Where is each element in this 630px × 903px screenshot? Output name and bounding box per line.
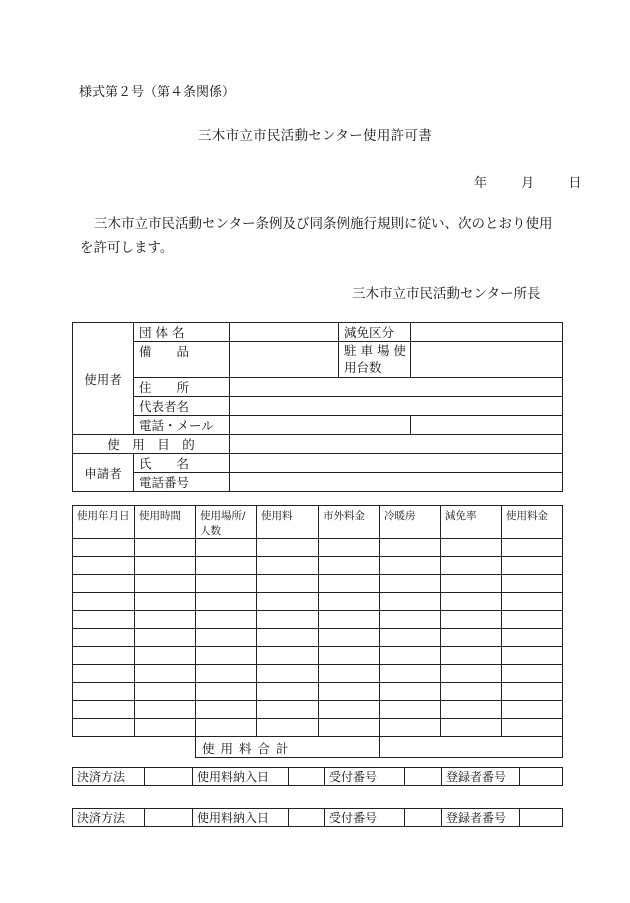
usage-total-row — [73, 737, 563, 758]
usage-cell[interactable] — [73, 665, 135, 683]
usage-cell[interactable] — [257, 701, 319, 719]
usage-total-label: 使 用 料 合 計 — [196, 737, 380, 758]
representative-value[interactable] — [230, 397, 563, 416]
issuer: 三木市立市民活動センター所長 — [352, 286, 541, 302]
usage-cell[interactable] — [257, 665, 319, 683]
usage-cell[interactable] — [441, 683, 502, 701]
usage-cell[interactable] — [380, 629, 441, 647]
usage-cell[interactable] — [196, 539, 257, 557]
usage-cell[interactable] — [319, 539, 380, 557]
usage-cell[interactable] — [441, 575, 502, 593]
usage-cell[interactable] — [441, 701, 502, 719]
body-text-content: 三木市立市民活動センター条例及び同条例施行規則に従い、次のとおり使用を許可します。 — [80, 216, 553, 256]
usage-cell[interactable] — [73, 557, 135, 575]
date-year: 年 — [474, 176, 488, 191]
parking-value[interactable] — [411, 342, 563, 378]
usage-cell[interactable] — [441, 593, 502, 611]
usage-cell[interactable] — [257, 719, 319, 737]
usage-cell[interactable] — [441, 611, 502, 629]
usage-cell[interactable] — [441, 557, 502, 575]
usage-cell[interactable] — [196, 647, 257, 665]
usage-cell[interactable] — [196, 611, 257, 629]
payment-method-label: 決済方法 — [73, 768, 145, 786]
usage-cell[interactable] — [380, 719, 441, 737]
document-title: 三木市立市民活動センター使用許可書 — [197, 128, 433, 144]
usage-header-fee: 使用料 — [257, 506, 319, 539]
usage-row — [73, 647, 563, 665]
usage-cell[interactable] — [257, 629, 319, 647]
usage-cell[interactable] — [319, 647, 380, 665]
usage-row — [73, 665, 563, 683]
usage-cell[interactable] — [257, 575, 319, 593]
parking-label-line1: 駐 車 場 使 — [344, 343, 406, 358]
usage-cell[interactable] — [502, 683, 563, 701]
date-line — [474, 172, 581, 191]
usage-cell[interactable] — [196, 629, 257, 647]
usage-cell[interactable] — [73, 593, 135, 611]
payment-date-value[interactable] — [289, 809, 325, 827]
usage-cell[interactable] — [319, 665, 380, 683]
registrant-number-label: 登録者番号 — [442, 768, 520, 786]
usage-header-time: 使用時間 — [135, 506, 196, 539]
usage-cell[interactable] — [502, 593, 563, 611]
group-name-label: 団 体 名 — [134, 323, 230, 342]
applicant-name-label: 氏 名 — [134, 454, 230, 473]
representative-label: 代表者名 — [134, 397, 230, 416]
usage-cell[interactable] — [73, 539, 135, 557]
usage-header-place: 使用場所/人数 — [196, 506, 257, 539]
payment-table — [72, 767, 563, 786]
usage-cell[interactable] — [319, 683, 380, 701]
usage-header-date: 使用年月日 — [73, 506, 135, 539]
usage-cell[interactable] — [73, 575, 135, 593]
usage-cell[interactable] — [135, 719, 196, 737]
payment-method-value[interactable] — [145, 768, 193, 786]
user-label: 使用者 — [73, 323, 134, 435]
usage-row — [73, 629, 563, 647]
group-name-value[interactable] — [230, 323, 339, 342]
usage-cell[interactable] — [257, 557, 319, 575]
usage-cell[interactable] — [502, 575, 563, 593]
receipt-number-value[interactable] — [405, 768, 442, 786]
parking-label — [339, 342, 411, 378]
usage-cell[interactable] — [135, 539, 196, 557]
usage-row — [73, 575, 563, 593]
usage-cell[interactable] — [135, 701, 196, 719]
usage-cell[interactable] — [502, 557, 563, 575]
usage-row — [73, 701, 563, 719]
usage-cell[interactable] — [441, 665, 502, 683]
applicant-table — [72, 322, 563, 492]
purpose-label: 使 用 目 的 — [73, 435, 230, 454]
usage-cell[interactable] — [319, 629, 380, 647]
address-label: 住 所 — [134, 378, 230, 397]
usage-cell[interactable] — [380, 593, 441, 611]
equipment-value[interactable] — [230, 342, 339, 378]
usage-cell[interactable] — [502, 611, 563, 629]
usage-row — [73, 539, 563, 557]
usage-cell[interactable] — [502, 629, 563, 647]
usage-cell[interactable] — [502, 719, 563, 737]
usage-cell[interactable] — [73, 647, 135, 665]
usage-cell[interactable] — [135, 647, 196, 665]
payment-table — [72, 808, 563, 827]
payment-date-label: 使用料納入日 — [193, 768, 289, 786]
purpose-value[interactable] — [230, 435, 563, 454]
payment-method-label: 決済方法 — [73, 809, 145, 827]
usage-cell[interactable] — [380, 539, 441, 557]
usage-cell[interactable] — [196, 665, 257, 683]
usage-row — [73, 683, 563, 701]
usage-table — [72, 505, 563, 758]
usage-header-aircon: 冷暖房 — [380, 506, 441, 539]
payment-date-label: 使用料納入日 — [193, 809, 289, 827]
applicant-phone-label: 電話番号 — [134, 473, 230, 492]
address-value[interactable] — [230, 378, 563, 397]
usage-cell[interactable] — [196, 701, 257, 719]
usage-cell[interactable] — [502, 701, 563, 719]
applicant-label: 申請者 — [73, 454, 134, 492]
usage-cell[interactable] — [319, 557, 380, 575]
usage-cell[interactable] — [380, 575, 441, 593]
usage-cell[interactable] — [319, 719, 380, 737]
usage-header-exemption-rate: 減免率 — [441, 506, 502, 539]
usage-cell[interactable] — [135, 557, 196, 575]
usage-cell[interactable] — [135, 611, 196, 629]
usage-cell[interactable] — [196, 593, 257, 611]
usage-cell[interactable] — [257, 539, 319, 557]
usage-cell[interactable] — [441, 647, 502, 665]
usage-cell[interactable] — [196, 557, 257, 575]
usage-cell[interactable] — [257, 647, 319, 665]
applicant-name-value[interactable] — [230, 454, 563, 473]
usage-header-total-fee: 使用料金 — [502, 506, 563, 539]
usage-row — [73, 719, 563, 737]
usage-row — [73, 593, 563, 611]
date-month: 月 — [521, 176, 535, 191]
receipt-number-label: 受付番号 — [325, 768, 405, 786]
usage-cell[interactable] — [135, 575, 196, 593]
usage-cell[interactable] — [380, 683, 441, 701]
usage-cell[interactable] — [73, 611, 135, 629]
usage-cell[interactable] — [380, 701, 441, 719]
exemption-category-label: 減免区分 — [339, 323, 411, 342]
usage-cell[interactable] — [196, 683, 257, 701]
parking-label-line2: 用台数 — [344, 360, 382, 375]
usage-header-outside-fee: 市外料金 — [319, 506, 380, 539]
usage-cell[interactable] — [73, 701, 135, 719]
usage-cell[interactable] — [441, 719, 502, 737]
usage-cell[interactable] — [380, 557, 441, 575]
receipt-number-value[interactable] — [405, 809, 442, 827]
usage-cell[interactable] — [196, 575, 257, 593]
usage-cell[interactable] — [441, 539, 502, 557]
usage-row — [73, 611, 563, 629]
payment-date-value[interactable] — [289, 768, 325, 786]
usage-cell[interactable] — [196, 719, 257, 737]
usage-cell[interactable] — [441, 629, 502, 647]
usage-cell[interactable] — [135, 629, 196, 647]
usage-cell[interactable] — [135, 683, 196, 701]
usage-cell[interactable] — [135, 665, 196, 683]
usage-cell[interactable] — [319, 593, 380, 611]
registrant-number-value[interactable] — [520, 768, 563, 786]
usage-cell[interactable] — [73, 629, 135, 647]
email-value[interactable] — [411, 416, 563, 435]
payment-method-value[interactable] — [145, 809, 193, 827]
usage-cell[interactable] — [135, 593, 196, 611]
usage-cell[interactable] — [502, 647, 563, 665]
usage-cell[interactable] — [73, 719, 135, 737]
usage-cell[interactable] — [319, 701, 380, 719]
applicant-phone-value[interactable] — [230, 473, 563, 492]
usage-row — [73, 557, 563, 575]
usage-total-spacer — [73, 737, 196, 758]
phone-email-label: 電話・メール — [134, 416, 230, 435]
receipt-number-label: 受付番号 — [325, 809, 405, 827]
usage-cell[interactable] — [380, 665, 441, 683]
exemption-category-value[interactable] — [411, 323, 563, 342]
body-text — [80, 212, 565, 260]
usage-cell[interactable] — [380, 611, 441, 629]
equipment-label: 備 品 — [134, 342, 230, 378]
phone-value[interactable] — [230, 416, 411, 435]
registrant-number-label: 登録者番号 — [442, 809, 520, 827]
date-day: 日 — [568, 176, 582, 191]
usage-cell[interactable] — [257, 611, 319, 629]
usage-cell[interactable] — [73, 683, 135, 701]
usage-cell[interactable] — [502, 665, 563, 683]
usage-cell[interactable] — [319, 575, 380, 593]
form-number: 様式第２号（第４条関係） — [79, 85, 236, 100]
usage-cell[interactable] — [319, 611, 380, 629]
usage-cell[interactable] — [257, 683, 319, 701]
usage-cell[interactable] — [380, 647, 441, 665]
usage-cell[interactable] — [257, 593, 319, 611]
usage-cell[interactable] — [502, 539, 563, 557]
registrant-number-value[interactable] — [520, 809, 563, 827]
usage-total-value[interactable] — [380, 737, 563, 758]
